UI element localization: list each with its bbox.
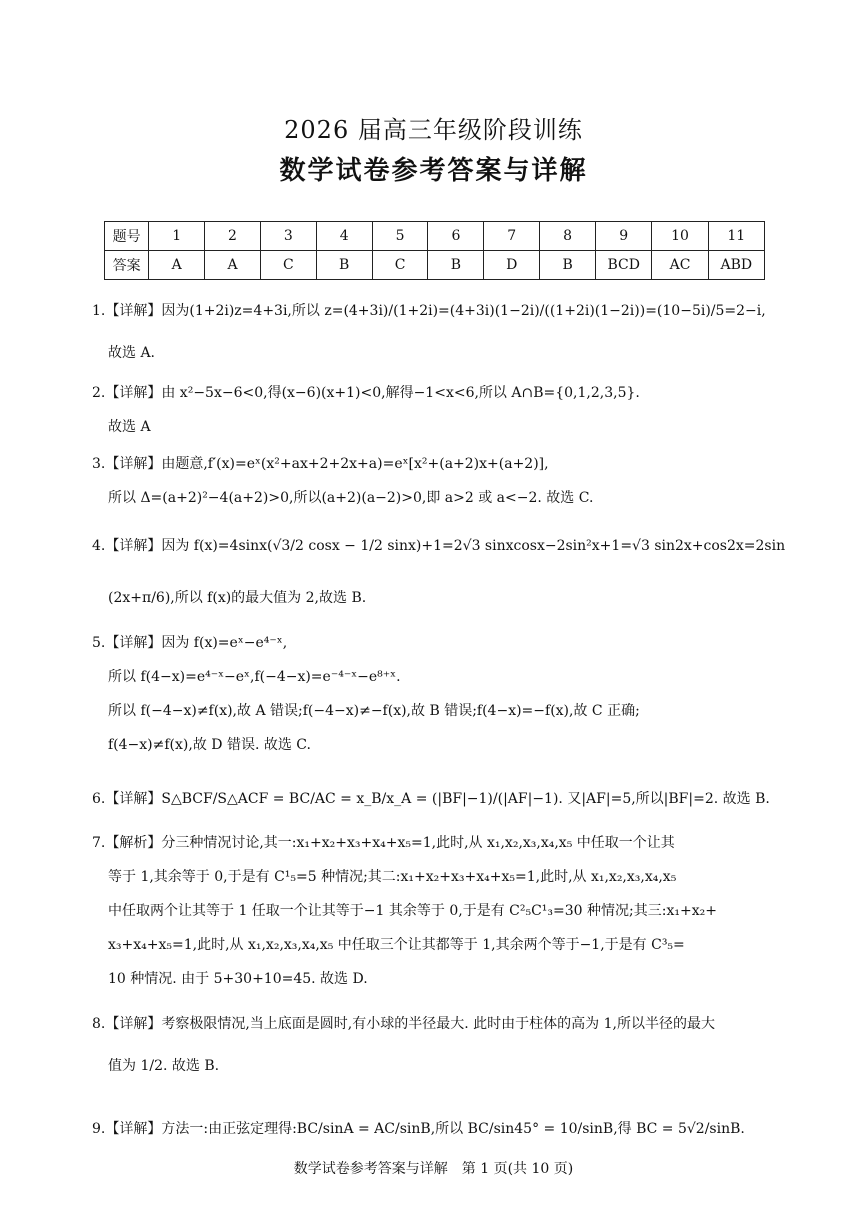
table-cell: B <box>540 251 596 280</box>
solution-line: 1.【详解】因为(1+2i)z=4+3i,所以 z=(4+3i)/(1+2i)=(4+3i)(1−2i)/((1+2i)(1−2i))=(10−5i)/5=2−i, <box>92 303 766 319</box>
page-title: 2026 届高三年级阶段训练 <box>284 116 583 144</box>
table-cell: 7 <box>484 222 540 251</box>
solution-line: 9.【详解】方法一:由正弦定理得:BC/sinA = AC/sinB,所以 BC/sin45° = 10/sinB,得 BC = 5√2/sinB. <box>92 1121 745 1137</box>
solution-5 <box>92 632 782 756</box>
solution-line: 等于 1,其余等于 0,于是有 C¹₅=5 种情况;其二:x₁+x₂+x₃+x₄+x₅=1,此时,从 x₁,x₂,x₃,x₄,x₅ <box>108 869 677 885</box>
solution-line: 所以 f(4−x)=e⁴⁻ˣ−eˣ,f(−4−x)=e⁻⁴⁻ˣ−e⁸⁺ˣ. <box>108 669 401 685</box>
solution-line: 3.【详解】由题意,f′(x)=eˣ(x²+ax+2+2x+a)=eˣ[x²+(a+2)x+(a+2)], <box>92 456 549 472</box>
solution-line: 值为 1/2. 故选 B. <box>108 1058 220 1074</box>
solution-line: f(4−x)≠f(x),故 D 错误. 故选 C. <box>108 737 311 753</box>
solution-line: (2x+π/6),所以 f(x)的最大值为 2,故选 B. <box>108 590 367 606</box>
table-cell: 9 <box>596 222 652 251</box>
table-cell: A <box>205 251 261 280</box>
solution-9 <box>92 1118 782 1140</box>
solution-line: 故选 A. <box>108 345 156 361</box>
table-cell: 4 <box>316 222 372 251</box>
table-cell: B <box>428 251 484 280</box>
table-cell: C <box>260 251 316 280</box>
solution-line: 所以 f(−4−x)≠f(x),故 A 错误;f(−4−x)≠−f(x),故 B 错误;f(4−x)=−f(x),故 C 正确; <box>108 703 640 719</box>
solution-8 <box>92 1013 782 1077</box>
table-cell: 11 <box>708 222 764 251</box>
solution-1 <box>92 300 782 364</box>
table-cell: B <box>316 251 372 280</box>
page-subtitle: 数学试卷参考答案与详解 <box>279 156 588 186</box>
page-footer: 数学试卷参考答案与详解 第 1 页(共 10 页) <box>293 1161 574 1177</box>
solution-line: 故选 A <box>108 419 151 435</box>
table-cell: 6 <box>428 222 484 251</box>
table-cell: D <box>484 251 540 280</box>
table-cell: C <box>372 251 428 280</box>
row-label-number: 题号 <box>105 222 149 251</box>
table-cell: 10 <box>652 222 708 251</box>
table-cell: 5 <box>372 222 428 251</box>
table-cell: 2 <box>205 222 261 251</box>
solution-line: 8.【详解】考察极限情况,当上底面是圆时,有小球的半径最大. 此时由于柱体的高为 1,所以半径的最大 <box>92 1016 715 1032</box>
answer-table-number-row <box>105 222 765 251</box>
solution-line: 4.【详解】因为 f(x)=4sinx(√3/2 cosx − 1/2 sinx)+1=2√3 sinxcosx−2sin²x+1=√3 sin2x+cos2x=2sin <box>92 538 786 554</box>
solution-line: x₃+x₄+x₅=1,此时,从 x₁,x₂,x₃,x₄,x₅ 中任取三个让其都等于 1,其余两个等于−1,于是有 C³₅= <box>108 937 685 953</box>
solution-line: 5.【详解】因为 f(x)=eˣ−e⁴⁻ˣ, <box>92 635 288 651</box>
solution-3 <box>92 453 782 509</box>
solution-6 <box>92 788 782 810</box>
row-label-answer: 答案 <box>105 251 149 280</box>
solution-4 <box>92 535 786 609</box>
table-cell: 3 <box>260 222 316 251</box>
solution-line: 7.【解析】分三种情况讨论,其一:x₁+x₂+x₃+x₄+x₅=1,此时,从 x₁,x₂,x₃,x₄,x₅ 中任取一个让其 <box>92 835 675 851</box>
table-cell: 8 <box>540 222 596 251</box>
answer-table-answer-row <box>105 251 765 280</box>
solution-7 <box>92 832 782 990</box>
table-cell: ABD <box>708 251 764 280</box>
solution-line: 中任取两个让其等于 1 任取一个让其等于−1 其余等于 0,于是有 C²₅C¹₃=30 种情况;其三:x₁+x₂+ <box>108 903 717 919</box>
solution-line: 2.【详解】由 x²−5x−6<0,得(x−6)(x+1)<0,解得−1<x<6,所以 A∩B={0,1,2,3,5}. <box>92 385 640 401</box>
table-cell: AC <box>652 251 708 280</box>
solution-line: 所以 Δ=(a+2)²−4(a+2)>0,所以(a+2)(a−2)>0,即 a>2 或 a<−2. 故选 C. <box>108 490 594 506</box>
table-cell: A <box>149 251 205 280</box>
solution-2 <box>92 382 782 438</box>
answer-table <box>104 221 765 280</box>
solution-line: 6.【详解】S△BCF/S△ACF = BC/AC = x_B/x_A = (|BF|−1)/(|AF|−1). 又|AF|=5,所以|BF|=2. 故选 B. <box>92 791 770 807</box>
solution-line: 10 种情况. 由于 5+30+10=45. 故选 D. <box>108 971 368 987</box>
table-cell: 1 <box>149 222 205 251</box>
table-cell: BCD <box>596 251 652 280</box>
